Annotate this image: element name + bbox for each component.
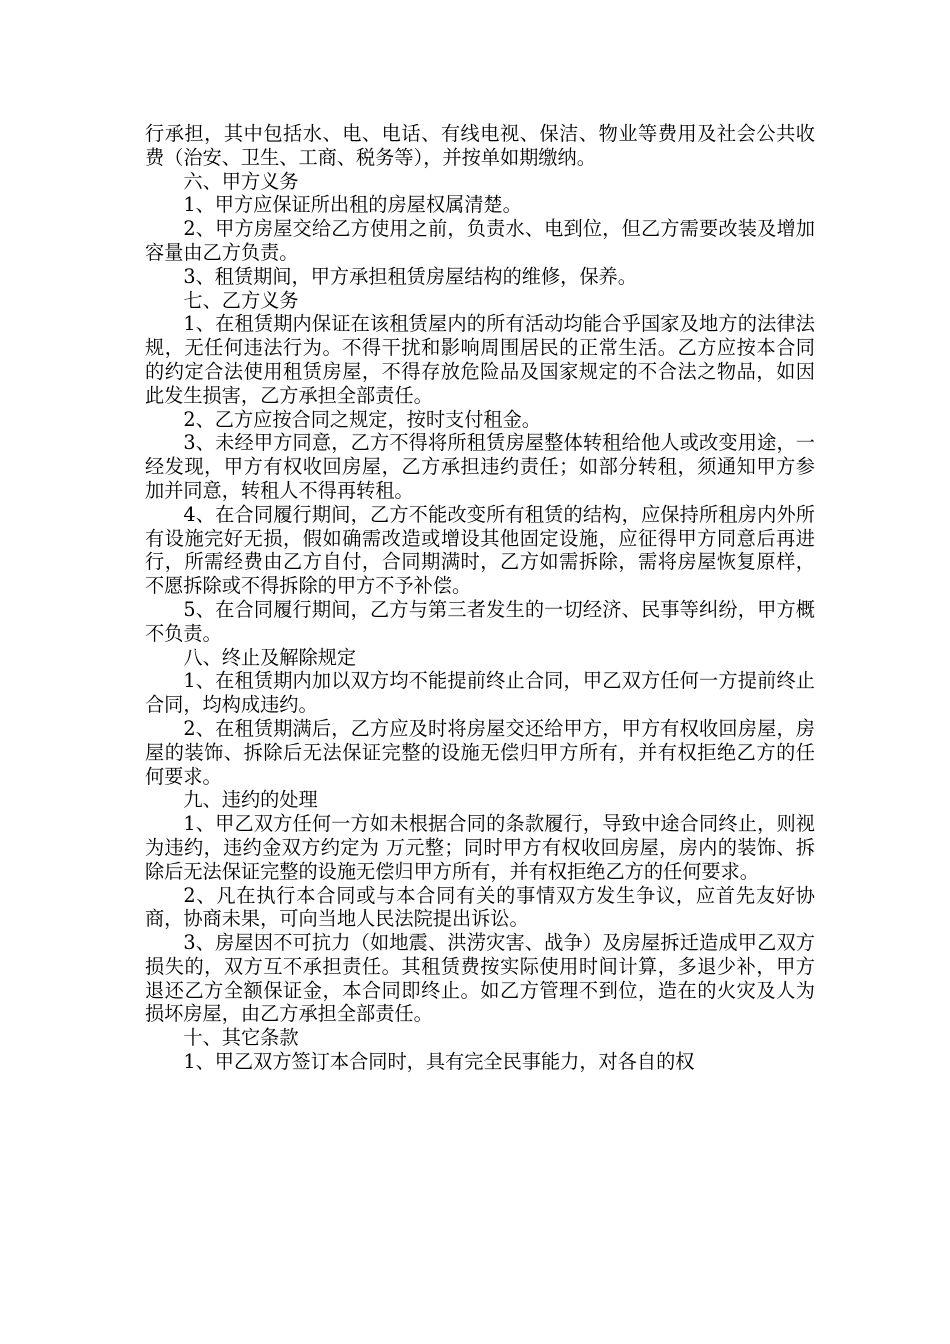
clause-breach-2: 2、凡在执行本合同或与本合同有关的事情双方发生争议，应首先友好协商，协商未果，可向当地人民法院提出诉讼。 xyxy=(145,883,815,931)
contract-body xyxy=(145,122,815,1074)
clause-other-1: 1、甲乙双方签订本合同时，具有完全民事能力，对各自的权 xyxy=(183,1050,695,1074)
clause-b-3: 3、未经甲方同意，乙方不得将所租赁房屋整体转租给他人或改变用途，一经发现，甲方有权收回房屋，乙方承担违约责任；如部分转租，须通知甲方参加并同意，转租人不得再转租。 xyxy=(145,431,815,502)
section-heading-party-b-obligations: 七、乙方义务 xyxy=(183,288,299,312)
clause-b-1: 1、在租赁期内保证在该租赁屋内的所有活动均能合乎国家及地方的法律法规，无任何违法行为。不得干扰和影响周围居民的正常生活。乙方应按本合同的约定合法使用租赁房屋，不得存放危险品及国家规定的不合法之物品，如因此发生损害，乙方承担全部责任。 xyxy=(145,312,815,407)
section-heading-party-a-obligations: 六、甲方义务 xyxy=(183,169,299,193)
paragraph-continued-fees: 行承担，其中包括水、电、电话、有线电视、保洁、物业等费用及社会公共收费（治安、卫生、工商、税务等），并按单如期缴纳。 xyxy=(145,122,815,169)
clause-b-4: 4、在合同履行期间，乙方不能改变所有租赁的结构，应保持所租房内外所有设施完好无损，假如确需改造或增设其他固定设施，应征得甲方同意后再进行，所需经费由乙方自付，合同期满时，乙方如需拆除，需将房屋恢复原样，不愿拆除或不得拆除的甲方不予补偿。 xyxy=(145,502,815,598)
clause-a-2: 2、甲方房屋交给乙方使用之前，负责水、电到位，但乙方需要改装及增加容量由乙方负责。 xyxy=(145,217,815,264)
section-heading-termination: 八、终止及解除规定 xyxy=(183,645,357,669)
clause-a-1: 1、甲方应保证所出租的房屋权属清楚。 xyxy=(183,193,522,217)
section-heading-breach: 九、违约的处理 xyxy=(183,788,318,812)
clause-termination-2: 2、在租赁期满后，乙方应及时将房屋交还给甲方，甲方有权收回房屋，房屋的装饰、拆除后无法保证完整的设施无偿归甲方所有，并有权拒绝乙方的任何要求。 xyxy=(145,716,815,788)
clause-breach-3: 3、房屋因不可抗力（如地震、洪涝灾害、战争）及房屋拆迁造成甲乙双方损失的，双方互不承担责任。其租赁费按实际使用时间计算，多退少补，甲方退还乙方全额保证金，本合同即终止。如乙方管理不到位，造在的火灾及人为损坏房屋，由乙方承担全部责任。 xyxy=(145,931,815,1026)
section-heading-other-terms: 十、其它条款 xyxy=(183,1026,299,1050)
clause-termination-1: 1、在租赁期内加以双方均不能提前终止合同，甲乙双方任何一方提前终止合同，均构成违约。 xyxy=(145,669,815,717)
clause-a-3: 3、租赁期间，甲方承担租赁房屋结构的维修，保养。 xyxy=(183,264,637,288)
clause-b-5: 5、在合同履行期间，乙方与第三者发生的一切经济、民事等纠纷，甲方概不负责。 xyxy=(145,597,815,645)
clause-b-2: 2、乙方应按合同之规定，按时支付租金。 xyxy=(183,407,541,431)
clause-breach-1: 1、甲乙双方任何一方如未根据合同的条款履行，导致中途合同终止，则视为违约，违约金双方约定为 万元整；同时甲方有权收回房屋，房内的装饰、拆除后无法保证完整的设施无偿归甲方所有，并有权拒绝乙方的任何要求。 xyxy=(145,812,815,883)
